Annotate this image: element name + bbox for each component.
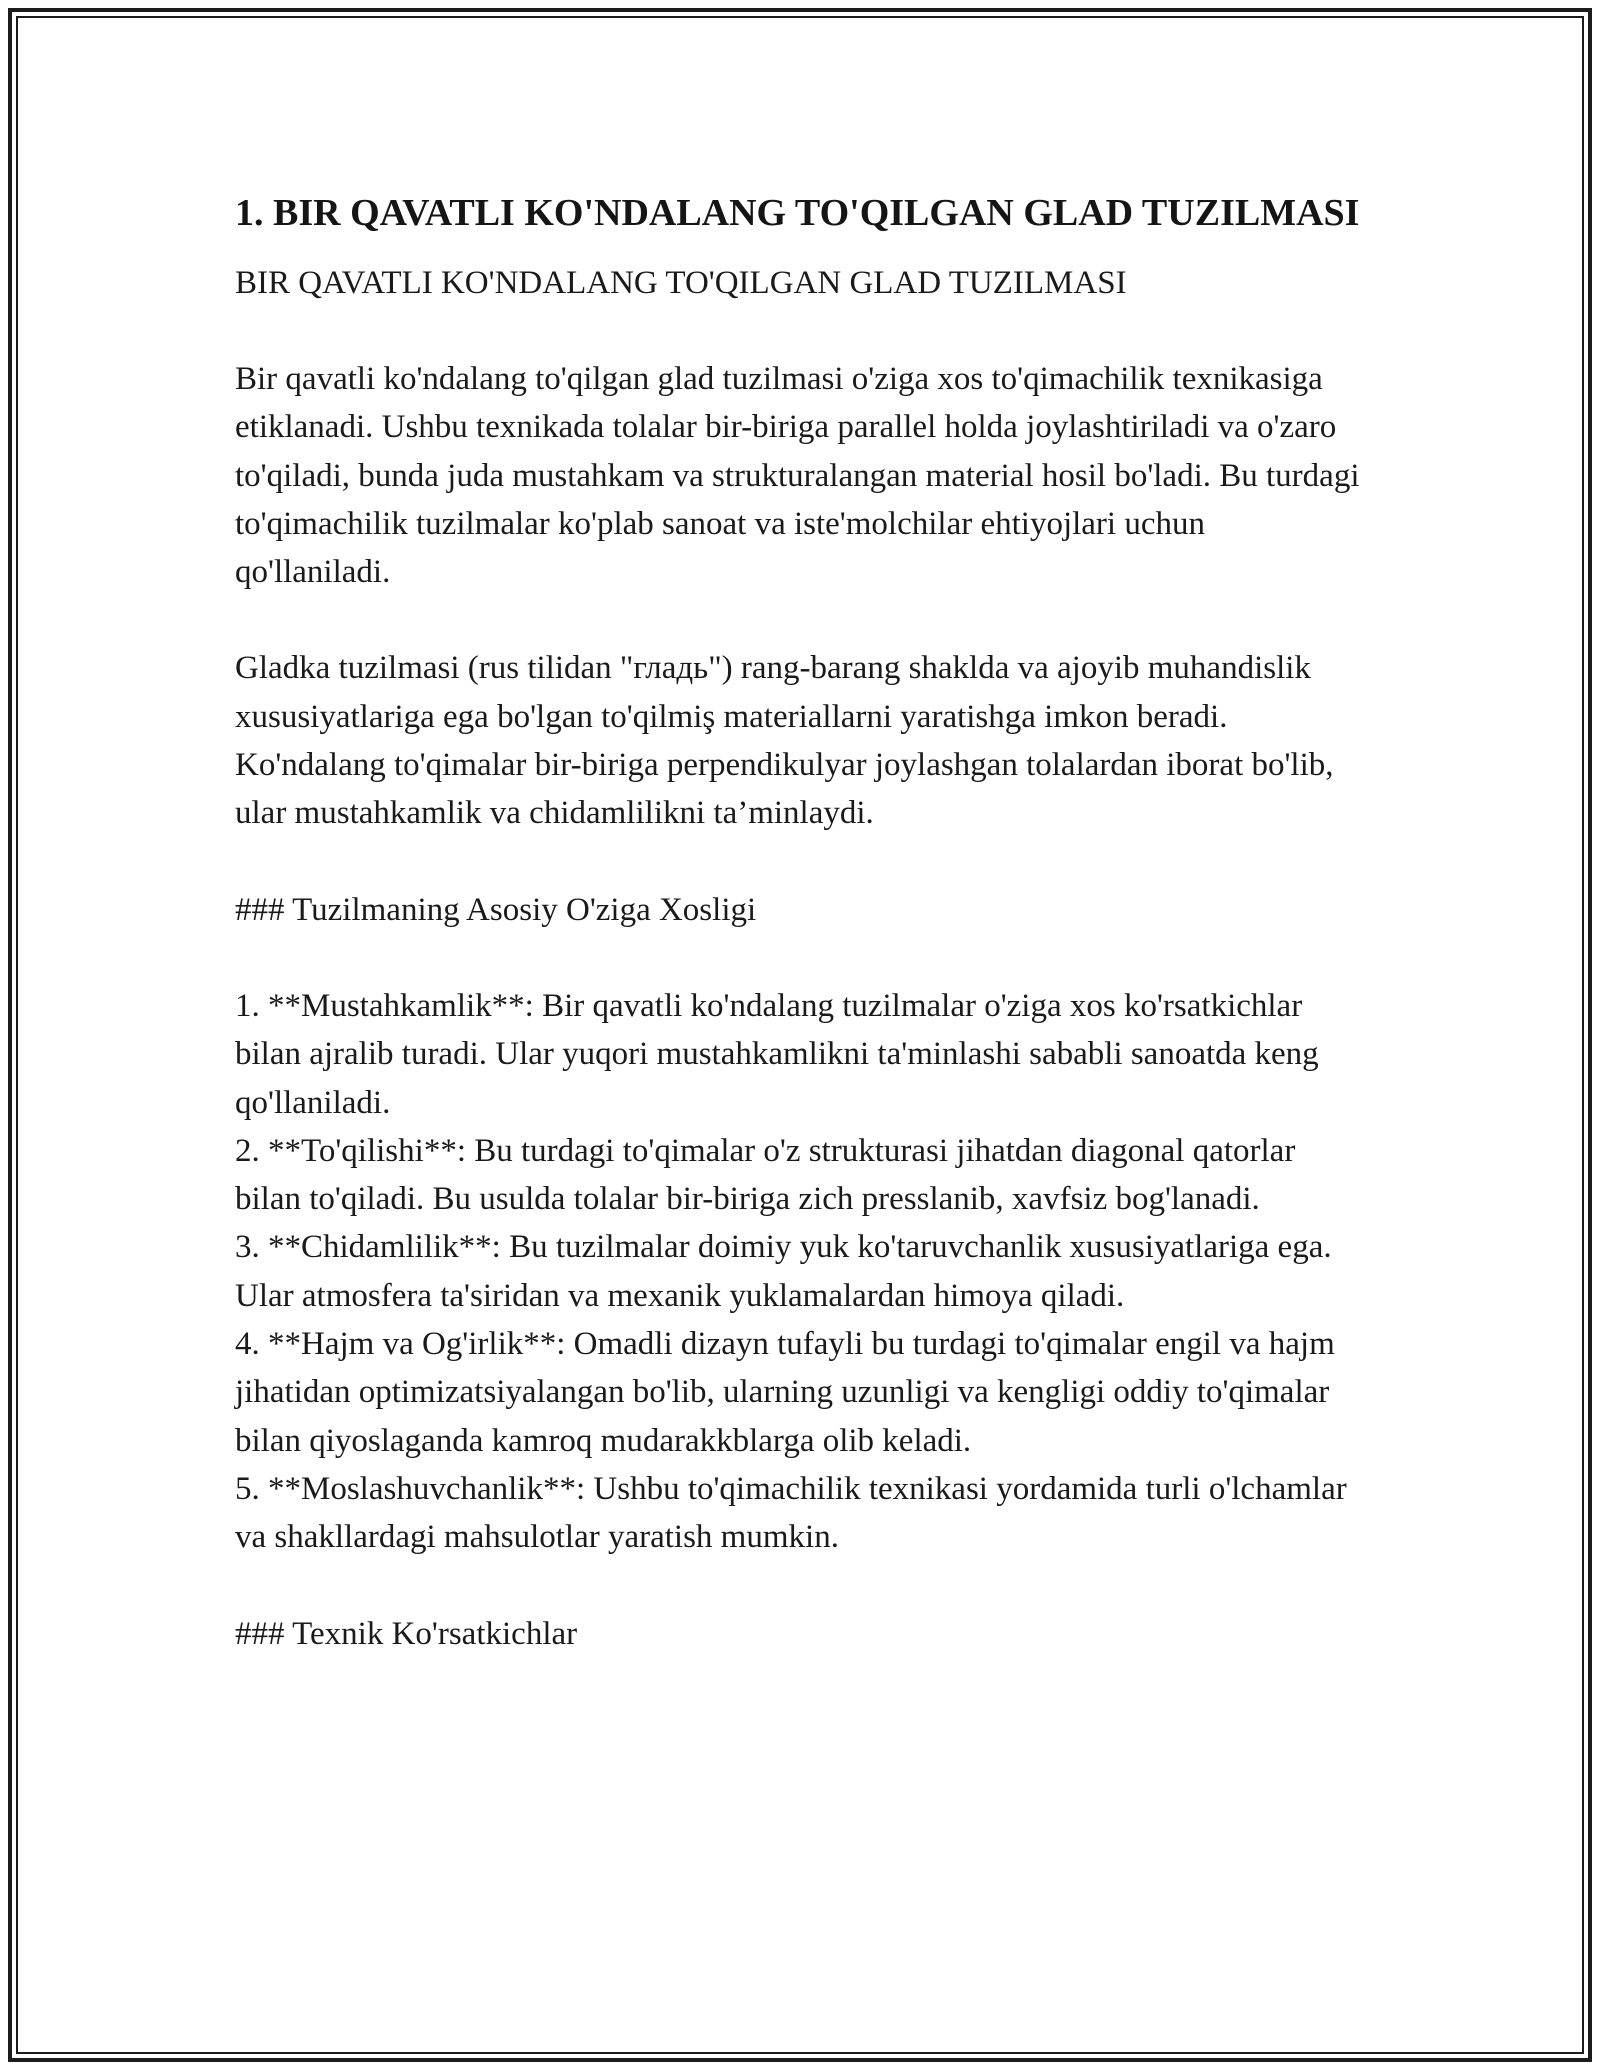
list-item: 4. **Hajm va Og'irlik**: Omadli dizayn tufayli bu turdagi to'qimalar engil va hajm jihatidan optimizatsiyalangan bo'lib, ularning uzunligi va kengligi oddiy to'qimalar bilan qiyoslaganda kamroq mudarakkblarga olib keladi. <box>235 1326 1335 1459</box>
gladka-paragraph: Gladka tuzilmasi (rus tilidan "гладь") rang-barang shakldа va ajoyib muhandislik xususiyatlariga ega bo'lgan to'qilmiş materiallarni yaratishga imkon beradi. Ko'ndalang to'qimalar bir-biriga perpendikulyar joylashgan tolalardan iborat bo'lib, ular mustahkamlik va chidamlilikni ta’minlaydi. <box>235 650 1334 832</box>
list-item: 5. **Moslashuvchanlik**: Ushbu to'qimachilik texnikasi yordamida turli o'lchamlar va shakllardagi mahsulotlar yaratish mumkin. <box>235 1470 1347 1556</box>
document-title: 1. BIR QAVATLI KO'NDALANG TO'QILGAN GLAD TUZILMASI <box>235 192 1360 234</box>
list-item: 2. **To'qilishi**: Bu turdagi to'qimalar o'z strukturasi jihatdan diagonal qatorlar bilan to'qiladi. Bu usulda tolalar bir-biriga zich presslanib, xavfsiz bog'lanadi. <box>235 1132 1296 1218</box>
document-subtitle: BIR QAVATLI KO'NDALANG TO'QILGAN GLAD TUZILMASI <box>235 265 1127 301</box>
intro-paragraph: Bir qavatli ko'ndalang to'qilgan glad tuzilmasi o'ziga xos to'qimachilik texnikasiga etiklanadi. Ushbu texnikada tolalar bir-biriga parallel holda joylashtiriladi va o'zaro to'qiladi, bunda juda mustahkam va strukturalangan material hosil bo'ladi. Bu turdagi to'qimachilik tuzilmalar ko'plab sanoat va iste'molchilar ehtiyojlari uchun qo'llaniladi. <box>235 361 1360 591</box>
document-body <box>235 186 1365 1658</box>
section-heading-features: ### Tuzilmaning Asosiy O'ziga Xosligi <box>235 891 757 928</box>
list-item: 1. **Mustahkamlik**: Bir qavatli ko'ndalang tuzilmalar o'ziga xos ko'rsatkichlar bilan ajralib turadi. Ular yuqori mustahkamlikni ta'minlashi sababli sanoatda keng qo'llaniladi. <box>235 987 1319 1121</box>
section-heading-technical: ### Texnik Ko'rsatkichlar <box>235 1615 578 1652</box>
list-item: 3. **Chidamlilik**: Bu tuzilmalar doimiy yuk ko'taruvchanlik xususiyatlariga ega. Ular atmosfera ta'siridan va mexanik yuklamalardan himoya qiladi. <box>235 1229 1332 1314</box>
features-list <box>235 982 1365 1562</box>
